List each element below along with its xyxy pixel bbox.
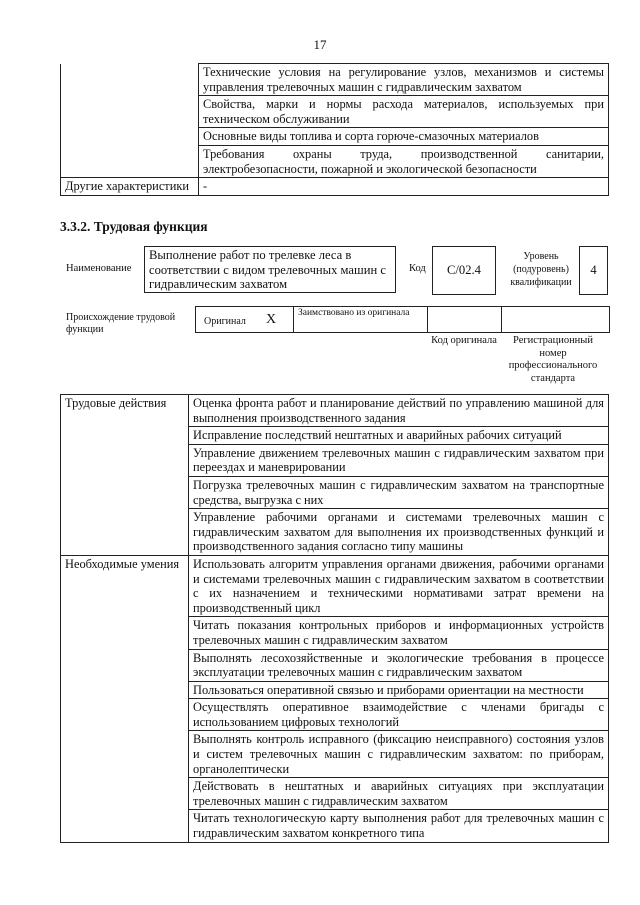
section-item: Действовать в нештатных и аварийных ситуациях при эксплуатации трелевочных машин с гидравлическим захватом	[189, 778, 609, 810]
top-table-left-cell: Другие характеристики	[61, 178, 199, 196]
top-table-right-cell: Свойства, марки и нормы расхода материалов, используемых при техническом обслуживании	[199, 96, 609, 128]
section-item: Управление рабочими органами и системами трелевочных машин с гидравлическим захватом для выполнения их производственных функций и производственного задания согласно типу машины	[189, 509, 609, 556]
top-table-right-cell: Требования охраны труда, производственной санитарии, электробезопасности, пожарной и экологической безопасности	[199, 145, 609, 177]
section-item: Оценка фронта работ и планирование действий по управлению машиной для выполнения производственного задания	[189, 395, 609, 427]
top-table-right-cell: Технические условия на регулирование узлов, механизмов и системы управления трелевочных машин с гидравлическим захватом	[199, 64, 609, 96]
code-label: Код	[409, 263, 426, 274]
section-item: Читать показания контрольных приборов и информационных устройств трелевочных машин с гидравлическим захватом	[189, 617, 609, 649]
section-item: Исправление последствий нештатных и аварийных рабочих ситуаций	[189, 427, 609, 445]
top-table-row	[61, 96, 609, 128]
page-number: 17	[313, 37, 327, 52]
top-table	[60, 63, 609, 196]
top-table-left-cell	[61, 64, 199, 96]
top-table-left-cell	[61, 96, 199, 128]
section-item: Погрузка трелевочных машин с гидравлическим захватом на транспортные средства, выгрузка с них	[189, 476, 609, 508]
top-table-left-cell	[61, 128, 199, 146]
original-code-cell	[427, 306, 502, 333]
section-item: Читать технологическую карту выполнения работ для трелевочных машин с гидравлическим захватом конкретного типа	[189, 810, 609, 842]
reg-caption: Регистрационный номер профессионального стандарта	[508, 335, 598, 384]
main-table-row	[61, 555, 609, 616]
section-heading: 3.3.2. Трудовая функция	[60, 219, 208, 234]
top-table-right-cell: Основные виды топлива и сорта горюче-смазочных материалов	[199, 128, 609, 146]
section-item: Выполнять лесохозяйственные и экологические требования в процессе эксплуатации трелевочных машин с гидравлическим захватом	[189, 649, 609, 681]
main-table	[60, 394, 609, 843]
section-label: Необходимые умения	[61, 555, 189, 842]
origin-row	[195, 306, 608, 333]
original-label: Оригинал	[204, 316, 246, 327]
name-label: Наименование	[66, 263, 132, 274]
section-item: Выполнять контроль исправного (фиксацию неисправного) состояния узлов и систем трелевочных машин с гидравлическим захватом: по приборам, органолептически	[189, 731, 609, 778]
original-mark: X	[266, 312, 277, 327]
level-label: Уровень (подуровень) квалификации	[510, 251, 572, 288]
borrowed-cell	[293, 306, 428, 333]
section-item: Осуществлять оперативное взаимодействие с членами бригады с использованием цифровых технологий	[189, 699, 609, 731]
top-table-row	[61, 178, 609, 196]
original-cell	[195, 306, 294, 333]
main-table-row	[61, 395, 609, 427]
function-name: Выполнение работ по трелевке леса в соответствии с видом трелевочных машин с гидравлическим захватом	[144, 246, 396, 293]
reg-number-cell	[501, 306, 610, 333]
section-item: Управление движением трелевочных машин с гидравлическим захватом при переездах и маневрировании	[189, 444, 609, 476]
top-table-right-cell: -	[199, 178, 609, 196]
top-table-row	[61, 145, 609, 177]
top-table-row	[61, 64, 609, 96]
top-table-row	[61, 128, 609, 146]
section-item: Пользоваться оперативной связью и приборами ориентации на местности	[189, 681, 609, 699]
code-caption: Код оригинала	[431, 335, 497, 346]
origin-label: Происхождение трудовой функции	[66, 312, 176, 335]
qualification-level: 4	[579, 246, 608, 295]
section-item: Использовать алгоритм управления органами движения, рабочими органами и системами трелевочных машин с гидравлическим захватом в соответствии с их назначением и техническими нормативами затрат времени на производственный цикл	[189, 555, 609, 616]
top-table-left-cell	[61, 145, 199, 177]
borrowed-label: Заимствовано из оригинала	[298, 308, 410, 318]
section-label: Трудовые действия	[61, 395, 189, 556]
function-code: C/02.4	[432, 246, 496, 295]
